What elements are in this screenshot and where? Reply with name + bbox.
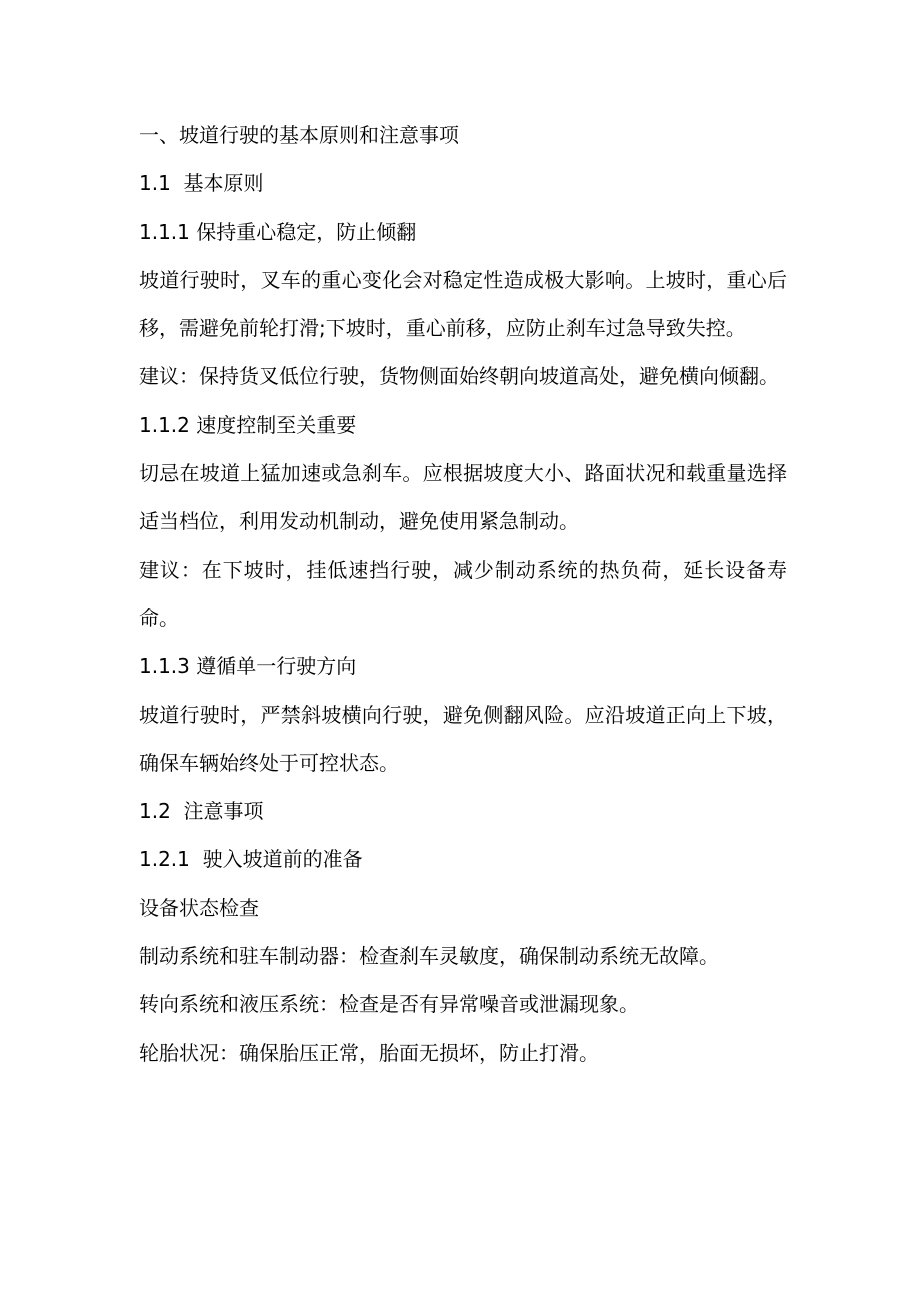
document-body: [139, 111, 787, 1077]
item-heading: 设备状态检查: [139, 895, 259, 920]
subsection-heading: 1.2 注意事项: [139, 799, 264, 824]
checklist-item: 轮胎状况：确保胎压正常，胎面无损坏，防止打滑。: [139, 1040, 599, 1065]
body-paragraph: 坡道行驶时，叉车的重心变化会对稳定性造成极大影响。上坡时，重心后移，需避免前轮打滑;下坡时，重心前移，应防止刹车过急导致失控。: [139, 267, 787, 341]
sub-subsection-heading: 1.1.1 保持重心稳定，防止倾翻: [139, 219, 417, 244]
suggestion-paragraph: 建议：在下坡时，挂低速挡行驶，减少制动系统的热负荷，延长设备寿命。: [139, 557, 787, 630]
section-heading: 一、坡道行驶的基本原则和注意事项: [139, 123, 459, 147]
subsection-heading: 1.1 基本原则: [139, 171, 264, 196]
sub-subsection-heading: 1.1.2 速度控制至关重要: [139, 412, 357, 437]
suggestion-paragraph: 建议：保持货叉低位行驶，货物侧面始终朝向坡道高处，避免横向倾翻。: [139, 364, 779, 389]
body-paragraph: 坡道行驶时，严禁斜坡横向行驶，避免侧翻风险。应沿坡道正向上下坡，确保车辆始终处于可控状态。: [139, 702, 787, 775]
sub-subsection-heading: 1.2.1 驶入坡道前的准备: [139, 847, 363, 872]
body-paragraph: 切忌在坡道上猛加速或急刹车。应根据坡度大小、路面状况和载重量选择适当档位，利用发动机制动，避免使用紧急制动。: [139, 461, 787, 534]
checklist-item: 制动系统和驻车制动器：检查刹车灵敏度，确保制动系统无故障。: [139, 944, 719, 969]
sub-subsection-heading: 1.1.3 遵循单一行驶方向: [139, 654, 357, 679]
checklist-item: 转向系统和液压系统：检查是否有异常噪音或泄漏现象。: [139, 992, 639, 1017]
